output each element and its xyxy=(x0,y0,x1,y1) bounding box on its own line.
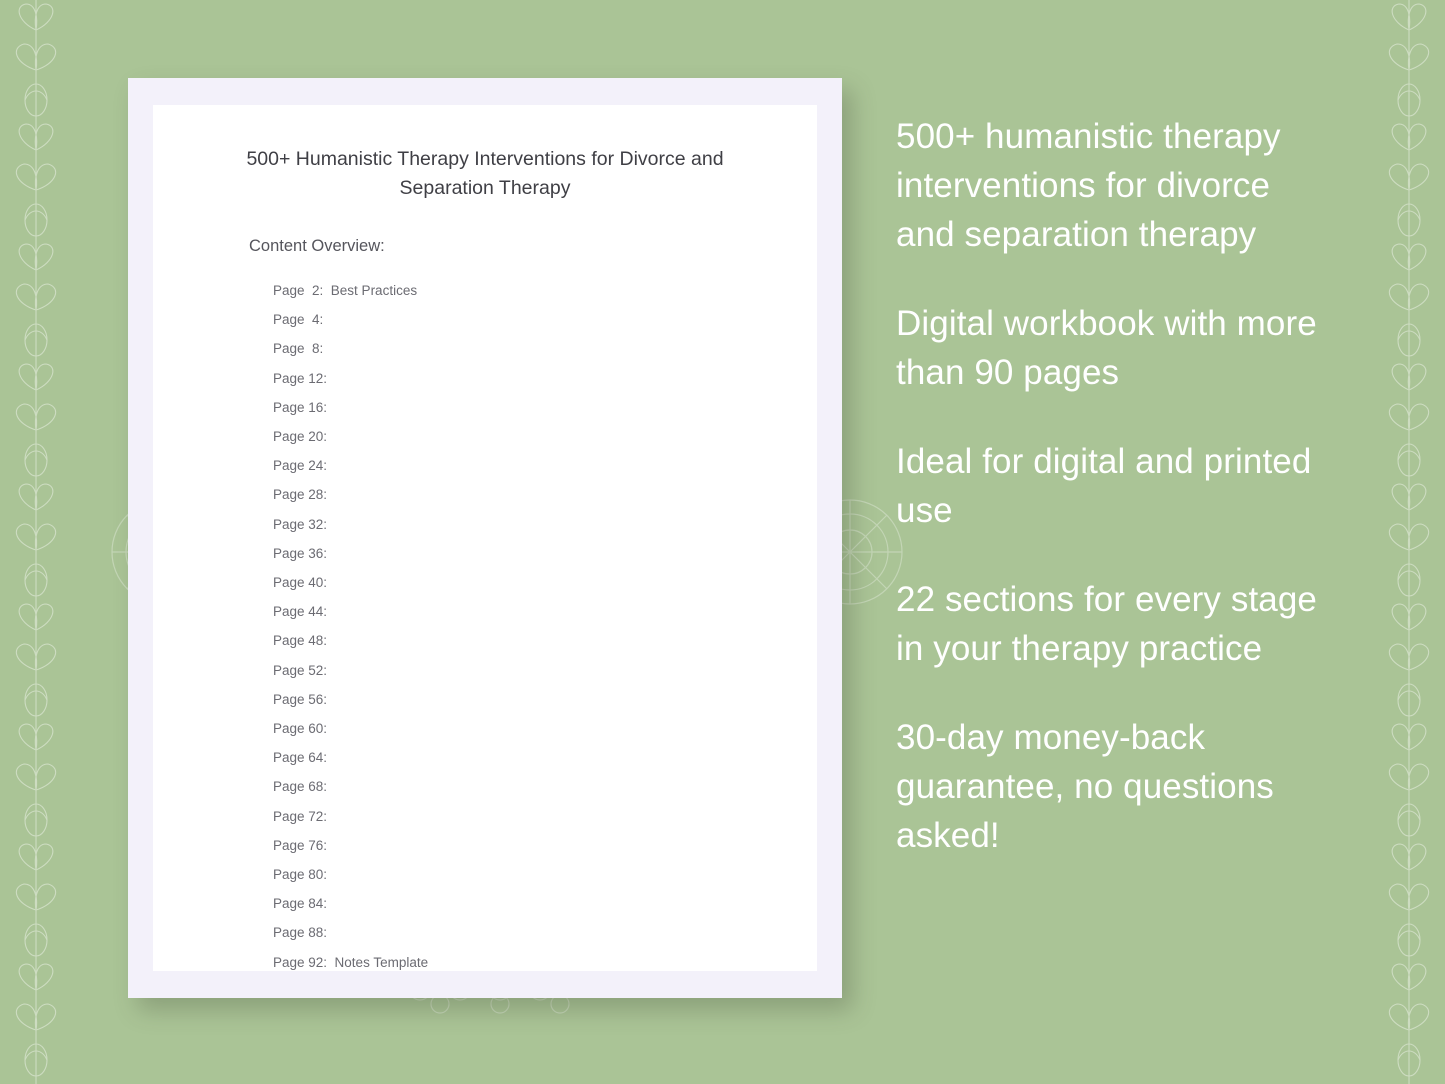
toc-row xyxy=(273,948,765,977)
toc-row xyxy=(273,860,765,889)
toc-page-number: Page 52: xyxy=(273,662,328,678)
feature-list xyxy=(896,112,1326,860)
feature-item: 22 sections for every stage in your therapy practice xyxy=(896,580,1317,668)
toc-row xyxy=(273,422,765,451)
toc-row xyxy=(273,802,765,831)
toc-page-number: Page 88: xyxy=(273,925,328,941)
toc-page-number: Page 8: xyxy=(273,341,324,357)
toc-row xyxy=(273,889,765,918)
toc-row xyxy=(273,334,765,363)
toc-row xyxy=(273,539,765,568)
toc-row xyxy=(273,597,765,626)
feature-item: Ideal for digital and printed use xyxy=(896,442,1312,530)
feature-item: 500+ humanistic therapy interventions for divorce and separation therapy xyxy=(896,117,1281,254)
table-of-contents xyxy=(205,276,765,977)
toc-row xyxy=(273,510,765,539)
toc-row xyxy=(273,918,765,947)
toc-entry-label: Notes Template xyxy=(327,954,429,970)
toc-page-number: Page 92: xyxy=(273,954,328,970)
toc-page-number: Page 44: xyxy=(273,604,328,620)
toc-row xyxy=(273,685,765,714)
toc-page-number: Page 60: xyxy=(273,721,328,737)
toc-page-number: Page 32: xyxy=(273,516,328,532)
toc-page-number: Page 12: xyxy=(273,370,328,386)
toc-row xyxy=(273,743,765,772)
toc-page-number: Page 40: xyxy=(273,575,328,591)
floral-border-left-icon xyxy=(0,0,72,1084)
document-preview-card xyxy=(128,78,842,998)
toc-row xyxy=(273,480,765,509)
page-title: 500+ Humanistic Therapy Interventions for Divorce and Separation Therapy xyxy=(246,148,724,199)
floral-border-right-icon xyxy=(1373,0,1445,1084)
toc-row xyxy=(273,626,765,655)
toc-page-number: Page 28: xyxy=(273,487,328,503)
toc-row xyxy=(273,831,765,860)
toc-row xyxy=(273,305,765,334)
feature-item: 30-day money-back guarantee, no questions asked! xyxy=(896,718,1274,855)
toc-page-number: Page 84: xyxy=(273,896,328,912)
toc-page-number: Page 80: xyxy=(273,867,328,883)
toc-page-number: Page 16: xyxy=(273,399,328,415)
toc-row xyxy=(273,364,765,393)
toc-page-number: Page 24: xyxy=(273,458,328,474)
content-overview-label: Content Overview: xyxy=(249,237,385,255)
toc-page-number: Page 76: xyxy=(273,837,328,853)
toc-page-number: Page 68: xyxy=(273,779,328,795)
toc-page-number: Page 72: xyxy=(273,808,328,824)
document-page xyxy=(153,105,817,971)
toc-row xyxy=(273,568,765,597)
toc-row xyxy=(273,393,765,422)
toc-page-number: Page 36: xyxy=(273,545,328,561)
toc-page-number: Page 2: xyxy=(273,283,324,298)
toc-row xyxy=(273,714,765,743)
toc-page-number: Page 20: xyxy=(273,429,328,445)
toc-row xyxy=(273,772,765,801)
toc-page-number: Page 4: xyxy=(273,312,324,328)
toc-entry-label: Best Practices xyxy=(323,283,418,298)
toc-row xyxy=(273,451,765,480)
feature-item: Digital workbook with more than 90 pages xyxy=(896,304,1317,392)
toc-row xyxy=(273,276,765,305)
toc-page-number: Page 48: xyxy=(273,633,328,649)
toc-page-number: Page 64: xyxy=(273,750,328,766)
toc-page-number: Page 56: xyxy=(273,691,328,707)
toc-row xyxy=(273,656,765,685)
